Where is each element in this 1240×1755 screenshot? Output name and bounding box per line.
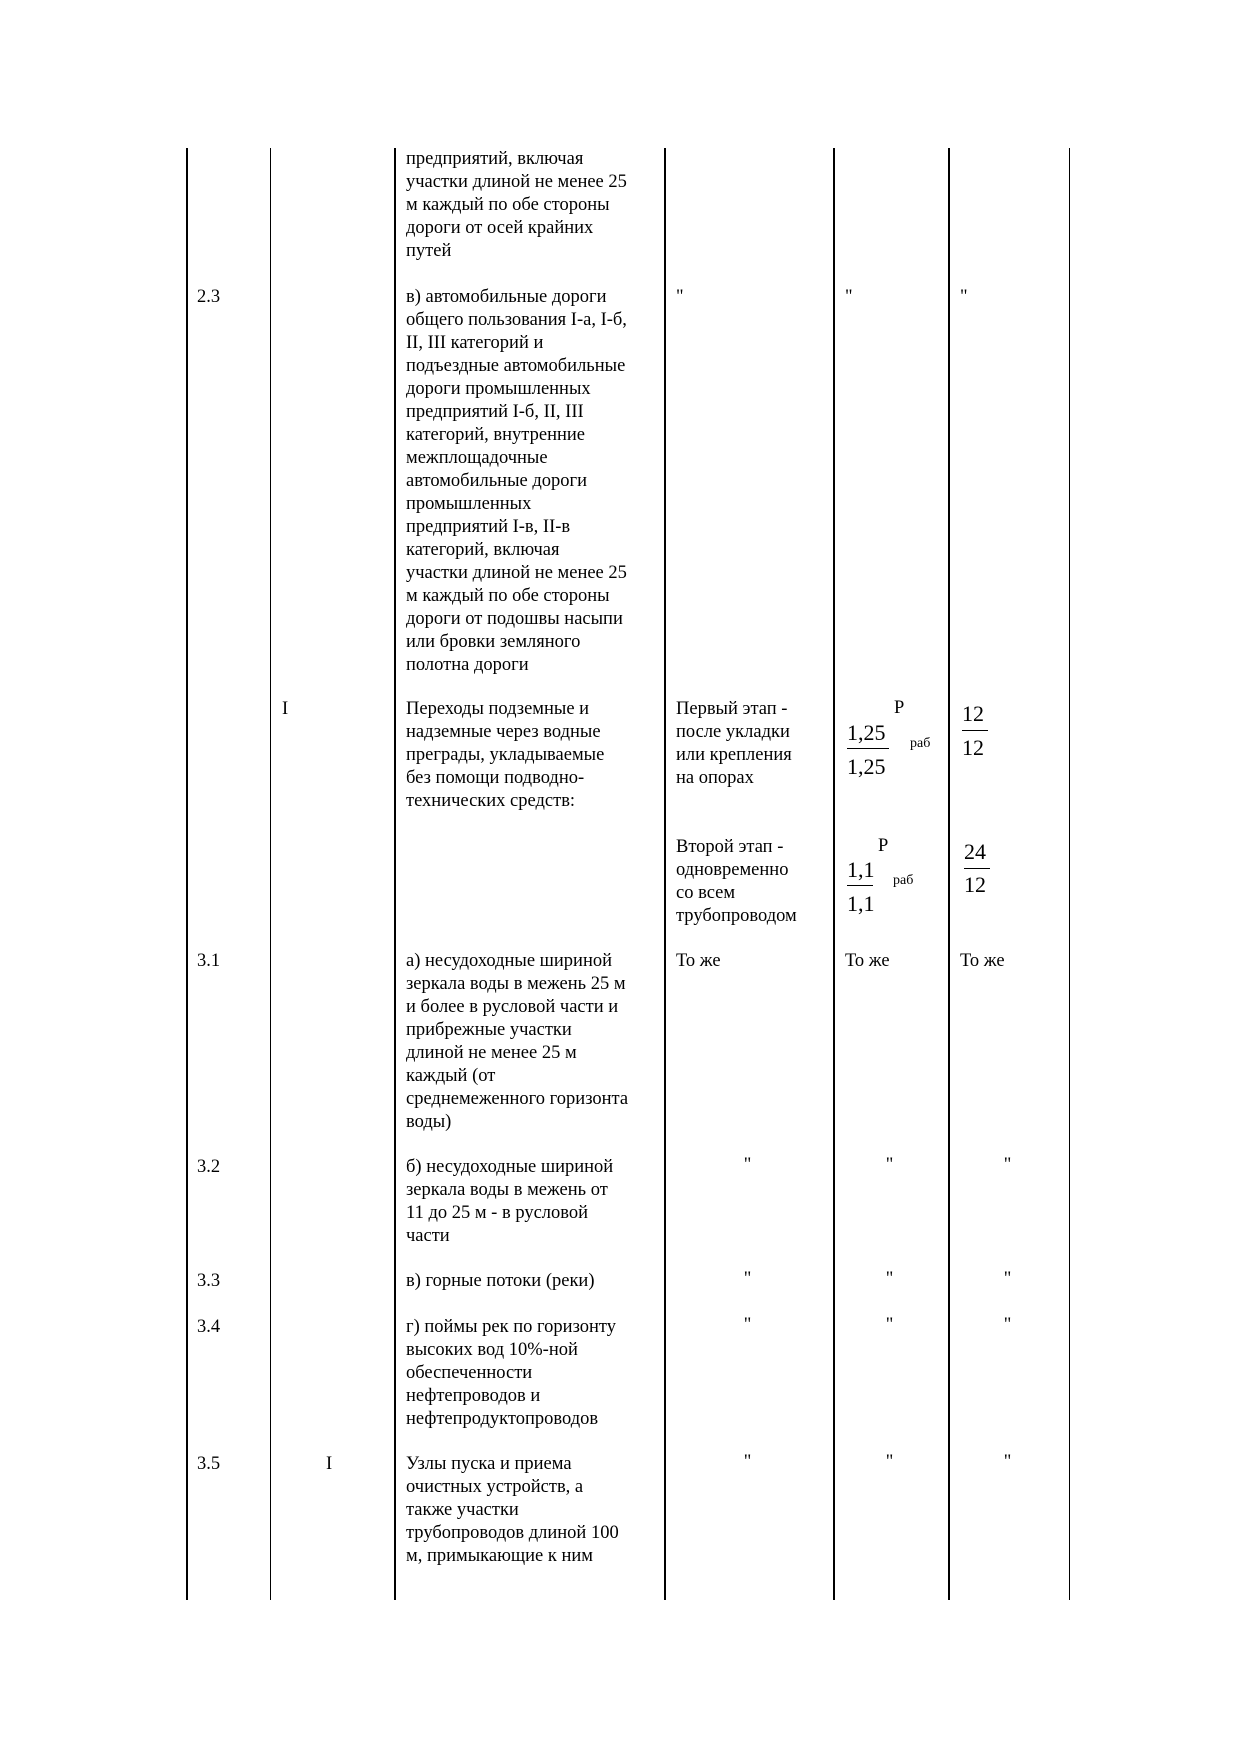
column-rule-3 bbox=[394, 148, 396, 1600]
cell-desc-3-2: б) несудоходные шириной зеркала воды в межень от 11 до 25 м - в русловой части bbox=[406, 1157, 614, 1246]
column-rule-1 bbox=[186, 148, 188, 1600]
pressure-subscript: раб bbox=[893, 873, 914, 888]
cell-desc-continuation: предприятий, включая участки длиной не менее 25 м каждый по обе стороны дороги от осей крайних путей bbox=[406, 149, 627, 261]
ditto-3-5-col4: " bbox=[743, 1452, 752, 1472]
pressure-symbol: Р bbox=[878, 836, 889, 856]
same-3-1-col4: То же bbox=[676, 951, 721, 971]
same-3-1-col6: То же bbox=[960, 951, 1005, 971]
fraction-bar bbox=[847, 748, 889, 749]
ditto-2-3-col6: " bbox=[960, 287, 968, 307]
duration-denominator: 12 bbox=[962, 735, 984, 760]
ditto-2-3-col4: " bbox=[676, 287, 684, 307]
row-number-3-3: 3.3 bbox=[197, 1271, 221, 1291]
ditto-3-3-col6: " bbox=[1003, 1269, 1012, 1289]
cell-desc-2-3: в) автомобильные дороги общего пользования I-а, I-б, II, III категорий и подъездные автомобильные дороги промышленных предприятий I-б, II, III категорий, внутренние межплощадочные автомобильные дороги промышленных предприятий I-в, II-в категорий, включая участки длиной не менее 25 м каждый по обе стороны дороги от подошвы насыпи или бровки земляного полотна дороги bbox=[406, 287, 627, 675]
coef-numerator: 1,25 bbox=[847, 720, 886, 745]
ditto-3-3-col4: " bbox=[743, 1269, 752, 1289]
cell-desc-3-3: в) горные потоки (реки) bbox=[406, 1271, 595, 1291]
cell-desc-3-4: г) поймы рек по горизонту высоких вод 10%-ной обеспеченности нефтепроводов и нефтепродуктопроводов bbox=[406, 1317, 617, 1429]
column-rule-6 bbox=[948, 148, 950, 1600]
cell-desc-3-5: Узлы пуска и приема очистных устройств, а также участки трубопроводов длиной 100 м, примыкающие к ним bbox=[406, 1454, 619, 1566]
column-rule-5 bbox=[833, 148, 835, 1600]
pressure-subscript: раб bbox=[910, 736, 931, 751]
ditto-3-4-col4: " bbox=[743, 1315, 752, 1335]
ditto-2-3-col5: " bbox=[845, 287, 853, 307]
duration-denominator: 12 bbox=[964, 872, 986, 897]
category-3-5: I bbox=[326, 1454, 333, 1474]
row-number-3-5: 3.5 bbox=[197, 1454, 221, 1474]
duration-numerator: 24 bbox=[964, 839, 986, 864]
ditto-3-2-col6: " bbox=[1003, 1155, 1012, 1175]
fraction-bar bbox=[964, 868, 990, 869]
ditto-3-5-col5: " bbox=[885, 1452, 894, 1472]
ditto-3-5-col6: " bbox=[1003, 1452, 1012, 1472]
row-number-2-3: 2.3 bbox=[197, 287, 221, 307]
ditto-3-2-col4: " bbox=[743, 1155, 752, 1175]
coef-numerator: 1,1 bbox=[847, 857, 875, 882]
ditto-3-4-col5: " bbox=[885, 1315, 894, 1335]
same-3-1-col5: То же bbox=[845, 951, 890, 971]
stage-1-desc: Первый этап - после укладки или крепления на опорах bbox=[676, 699, 792, 788]
ditto-3-4-col6: " bbox=[1003, 1315, 1012, 1335]
column-rule-2 bbox=[270, 148, 271, 1600]
category-3: I bbox=[282, 699, 289, 719]
fraction-bar bbox=[847, 885, 873, 886]
column-rule-7 bbox=[1069, 148, 1070, 1600]
fraction-bar bbox=[962, 730, 988, 731]
cell-desc-3-1: а) несудоходные шириной зеркала воды в межень 25 м и более в русловой части и прибрежные участки длиной не менее 25 м каждый (от среднемеженного горизонта воды) bbox=[406, 951, 629, 1132]
duration-numerator: 12 bbox=[962, 701, 984, 726]
stage-2-desc: Второй этап - одновременно со всем трубопроводом bbox=[676, 837, 797, 926]
row-number-3-2: 3.2 bbox=[197, 1157, 221, 1177]
pressure-symbol: Р bbox=[894, 698, 905, 718]
ditto-3-2-col5: " bbox=[885, 1155, 894, 1175]
cell-desc-3: Переходы подземные и надземные через водные преграды, укладываемые без помощи подводно- технических средств: bbox=[406, 699, 605, 811]
coef-denominator: 1,1 bbox=[847, 891, 875, 916]
row-number-3-4: 3.4 bbox=[197, 1317, 221, 1337]
ditto-3-3-col5: " bbox=[885, 1269, 894, 1289]
coef-denominator: 1,25 bbox=[847, 754, 886, 779]
row-number-3-1: 3.1 bbox=[197, 951, 221, 971]
column-rule-4 bbox=[664, 148, 666, 1600]
